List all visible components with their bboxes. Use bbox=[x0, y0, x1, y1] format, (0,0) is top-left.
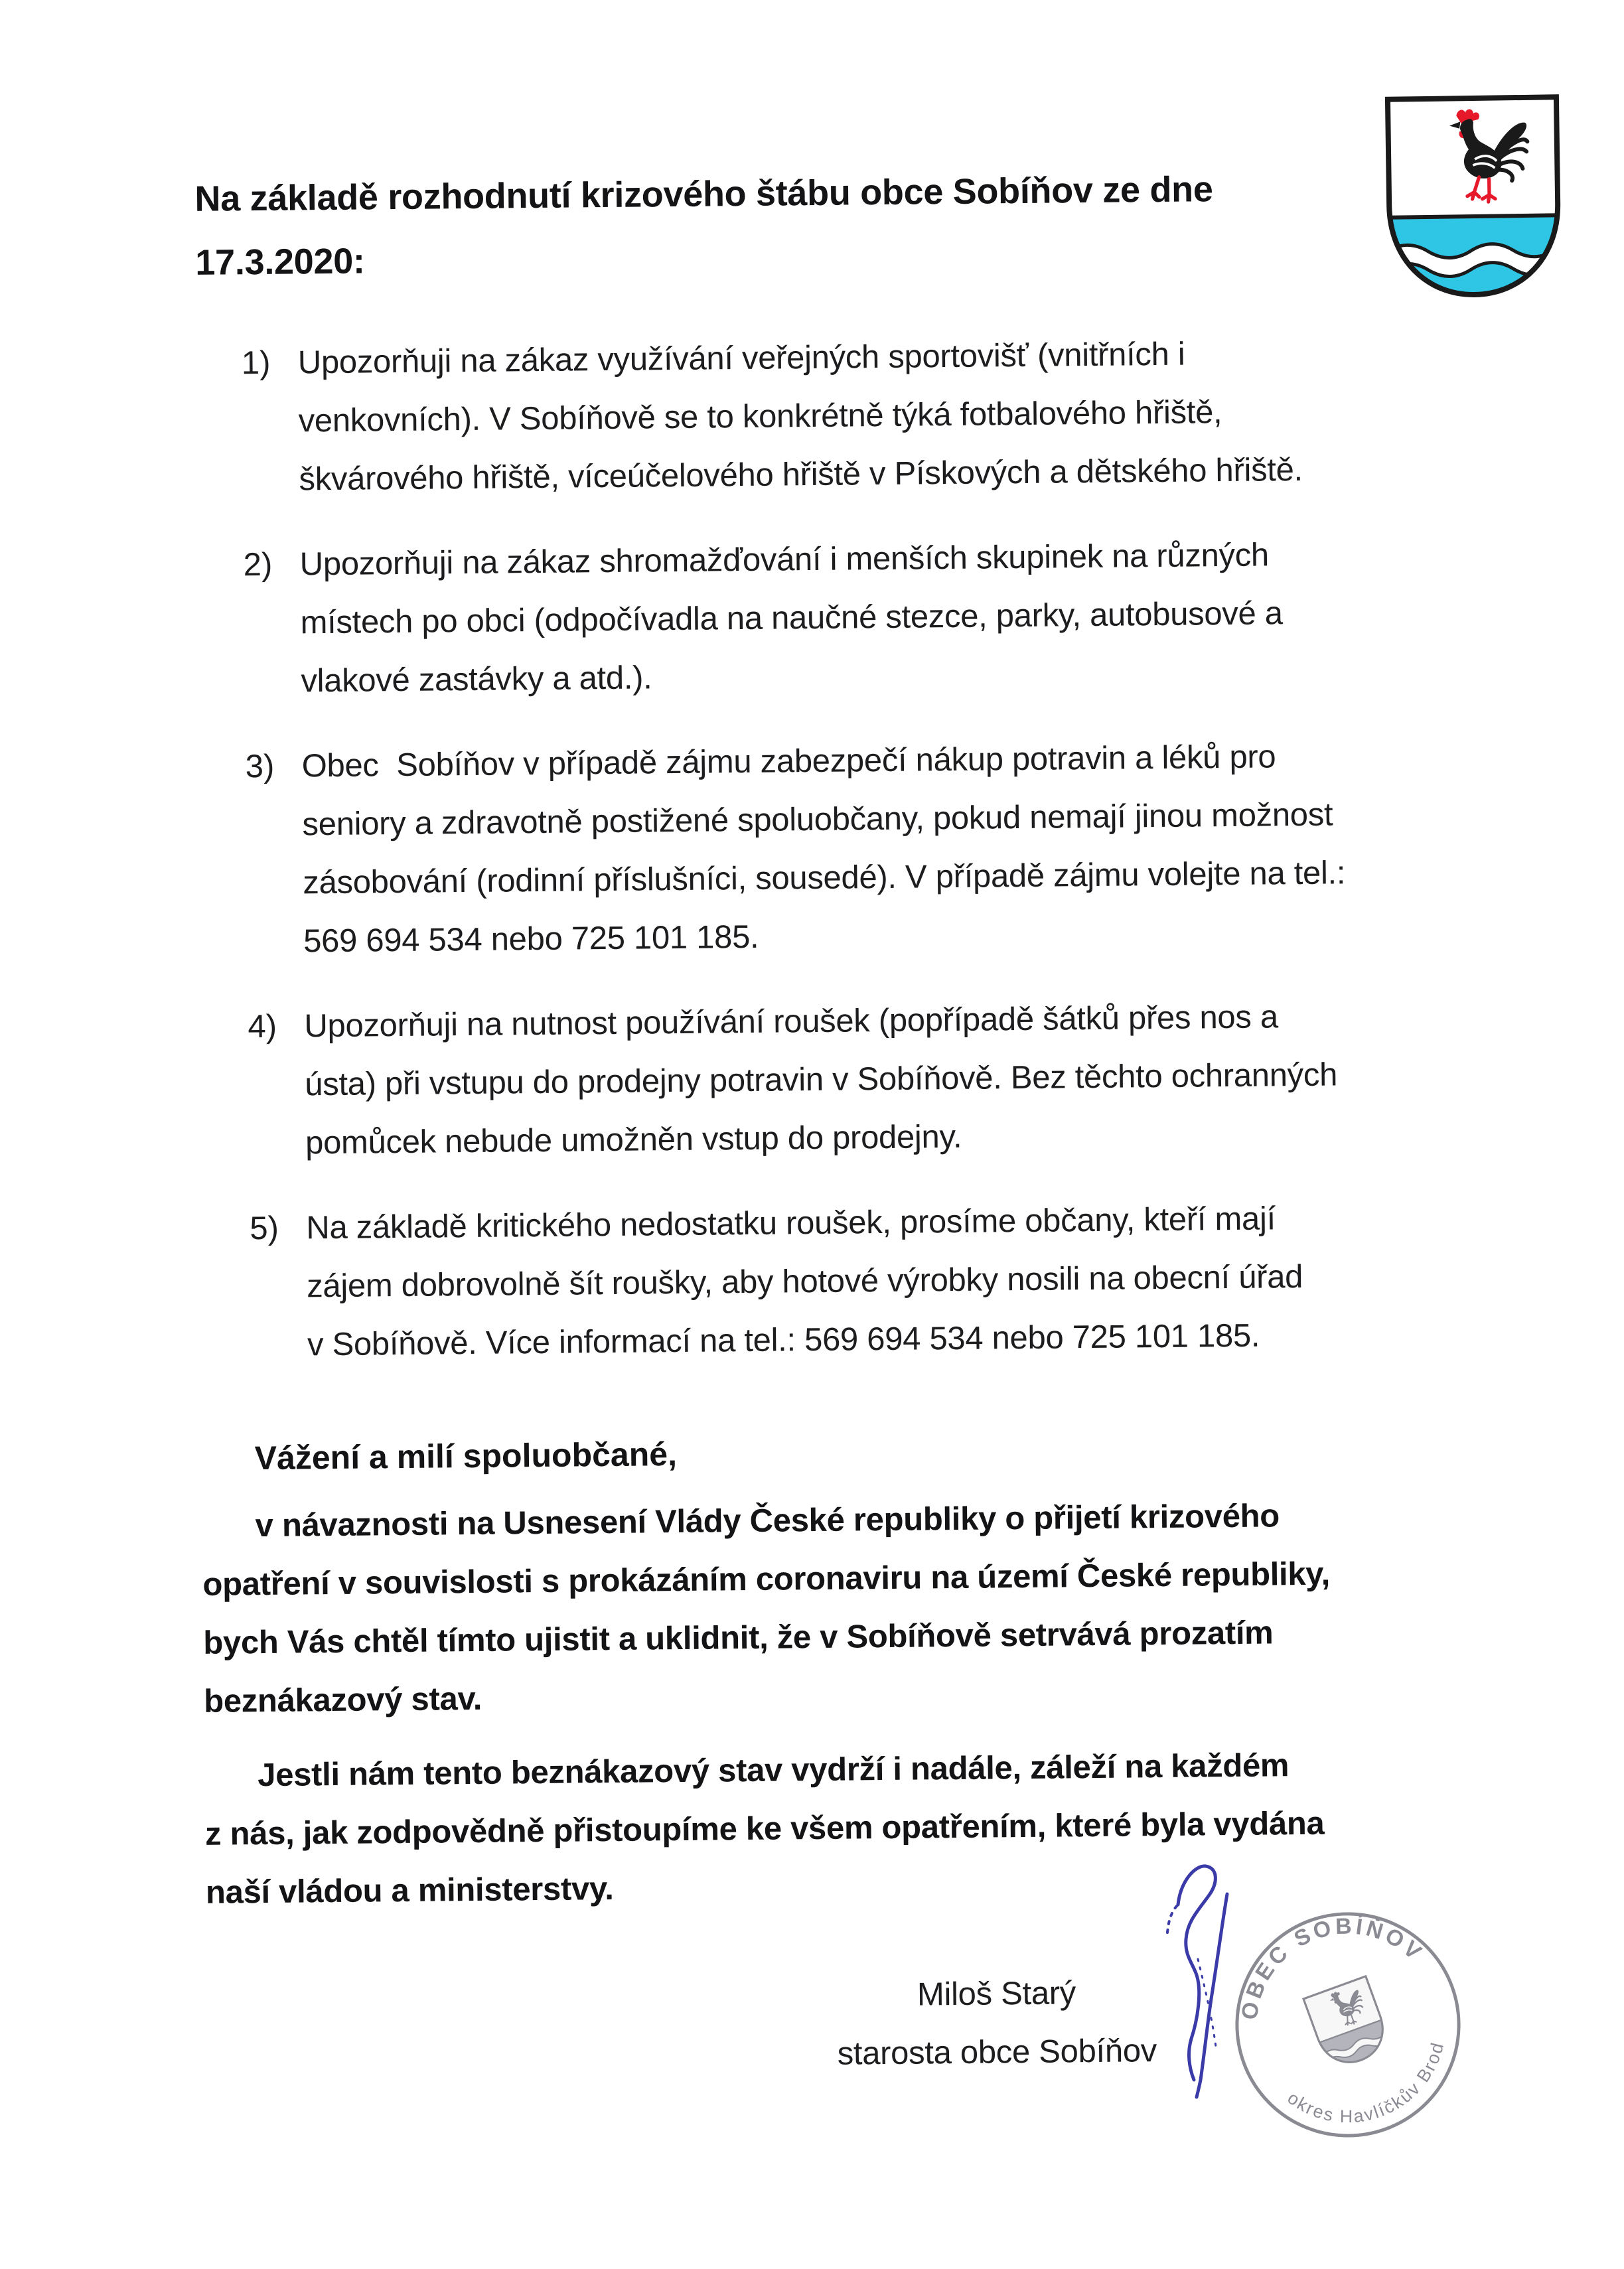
item-number: 2) bbox=[243, 546, 273, 583]
signature-ink bbox=[1158, 1833, 1311, 2112]
document-body bbox=[189, 155, 1469, 2089]
text-line: beznákazový stav. bbox=[203, 1680, 482, 1720]
list-item bbox=[190, 323, 1453, 510]
signature-name: Miloš Starý bbox=[917, 1975, 1076, 2013]
text-line: zájem dobrovolně šít roušky, aby hotové výrobky nosili na obecní úřad bbox=[306, 1258, 1303, 1305]
list-item bbox=[199, 1188, 1461, 1375]
text-line: venkovních). V Sobíňově se to konkrétně týká fotbalového hřiště, bbox=[298, 394, 1222, 439]
title-line: 17.3.2020: bbox=[195, 241, 365, 283]
text-line: Na základě kritického nedostatku roušek, prosíme občany, kteří mají bbox=[306, 1201, 1276, 1246]
text-line: Upozorňuji na zákaz shromažďování i menších skupinek na různých bbox=[299, 537, 1270, 583]
text-line: ústa) při vstupu do prodejny potravin v Sobíňově. Bez těchto ochranných bbox=[305, 1057, 1338, 1103]
numbered-list bbox=[190, 323, 1461, 1375]
text-line: pomůcek nebude umožněn vstup do prodejny. bbox=[305, 1118, 962, 1161]
stamp-top-text: OBEC SOBÍŇOV bbox=[1236, 1913, 1429, 2021]
item-number: 1) bbox=[241, 344, 271, 382]
text-line: zásobování (rodinní příslušníci, sousedé). V případě zájmu volejte na tel.: bbox=[303, 855, 1346, 901]
signature-role: starosta obce Sobíňov bbox=[837, 2033, 1157, 2072]
text-line: vlakové zastávky a atd.). bbox=[301, 660, 652, 699]
text-line: Upozorňuji na nutnost používání roušek (popřípadě šátků přes nos a bbox=[304, 999, 1279, 1045]
stamp-bottom-text: okres Havlíčkův Brod bbox=[1284, 2039, 1448, 2127]
text-line: z nás, jak zodpovědně přistoupíme ke všem opatřením, které byla vydána bbox=[204, 1805, 1325, 1852]
item-text bbox=[301, 727, 1346, 970]
text-line: v Sobíňově. Více informací na tel.: 569 694 534 nebo 725 101 185. bbox=[307, 1317, 1260, 1363]
text-line: naší vládou a ministerstvy. bbox=[205, 1870, 614, 1911]
title-line: Na základě rozhodnutí krizového štábu obce Sobíňov ze dne bbox=[194, 169, 1213, 219]
item-number: 3) bbox=[245, 748, 275, 785]
text-line: v návaznosti na Usnesení Vlády České republiky o přijetí krizového bbox=[255, 1498, 1280, 1544]
text-line: Obec Sobíňov v případě zájmu zabezpečí nákup potravin a léků pro bbox=[301, 739, 1276, 784]
item-number: 4) bbox=[248, 1008, 277, 1045]
item-text bbox=[306, 1189, 1303, 1374]
salutation: Vážení a milí spoluobčané, bbox=[254, 1435, 678, 1477]
item-text bbox=[299, 526, 1284, 710]
list-item bbox=[194, 726, 1457, 972]
paragraph bbox=[202, 1485, 1465, 1731]
stamp-shield-icon bbox=[1301, 1974, 1395, 2075]
item-number: 5) bbox=[250, 1210, 279, 1247]
text-line: Jestli nám tento beznákazový stav vydrží i nadále, záleží na každém bbox=[258, 1747, 1290, 1794]
item-text bbox=[304, 987, 1338, 1172]
list-item bbox=[197, 986, 1459, 1173]
text-line: seniory a zdravotně postižené spoluobčany, pokud nemají jinou možnost bbox=[302, 796, 1333, 843]
item-text bbox=[297, 324, 1303, 509]
text-line: 569 694 534 nebo 725 101 185. bbox=[303, 918, 759, 960]
text-line: škvárového hřiště, víceúčelového hřiště v Pískových a dětského hřiště. bbox=[299, 451, 1303, 498]
list-item bbox=[192, 524, 1455, 711]
text-line: opatření v souvislosti s prokázáním coronaviru na území České republiky, bbox=[202, 1556, 1331, 1603]
document-title bbox=[194, 155, 1451, 295]
text-line: bych Vás chtěl tímto ujistit a uklidnit, že v Sobíňově setrvává prozatím bbox=[203, 1615, 1274, 1661]
text-line: místech po obci (odpočívadla na naučné stezce, parky, autobusové a bbox=[300, 595, 1283, 641]
text-line: Upozorňuji na zákaz využívání veřejných sportovišť (vnitřních i bbox=[297, 336, 1185, 381]
